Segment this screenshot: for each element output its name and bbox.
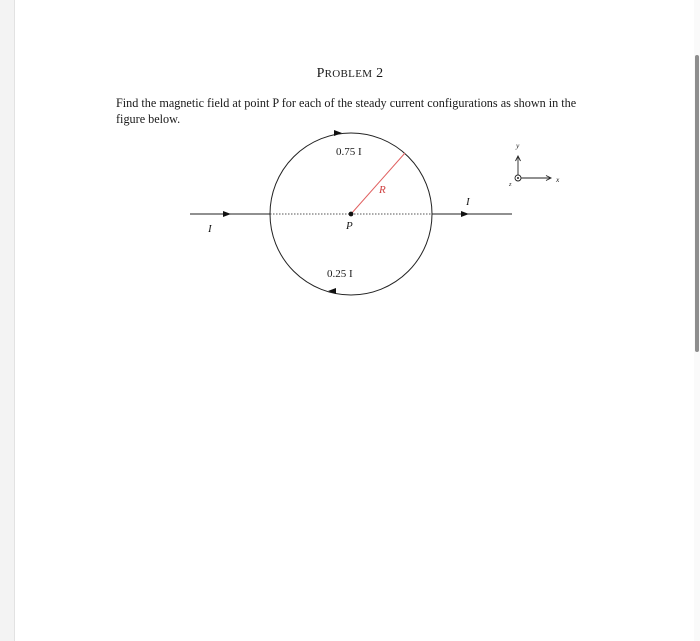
axis-x-label: x bbox=[556, 175, 560, 184]
left-wire-arrow-icon bbox=[223, 211, 231, 217]
axis-y-label: y bbox=[516, 141, 520, 150]
radius-line bbox=[351, 153, 405, 214]
title-initial: P bbox=[316, 66, 325, 81]
point-p-label: P bbox=[346, 220, 353, 232]
left-current-label: I bbox=[208, 223, 212, 235]
right-wire-arrow-icon bbox=[461, 211, 469, 217]
top-arc-arrow-icon bbox=[334, 130, 342, 136]
radius-label: R bbox=[379, 184, 386, 196]
axis-z-label: z bbox=[509, 181, 512, 188]
problem-number: 2 bbox=[376, 66, 384, 81]
top-arc-current-label: 0.75 I bbox=[336, 146, 362, 158]
axes-icon bbox=[515, 156, 551, 181]
title-small-caps: ROBLEM bbox=[324, 68, 373, 80]
point-p-dot bbox=[349, 212, 354, 217]
scrollbar-thumb[interactable] bbox=[695, 55, 699, 352]
problem-statement: Find the magnetic field at point P for each of the steady current configurations as shown in the figure below. bbox=[116, 96, 577, 126]
bottom-arc-current-label: 0.25 I bbox=[327, 268, 353, 280]
right-current-label: I bbox=[466, 196, 470, 208]
scrollbar-track[interactable] bbox=[694, 0, 700, 641]
